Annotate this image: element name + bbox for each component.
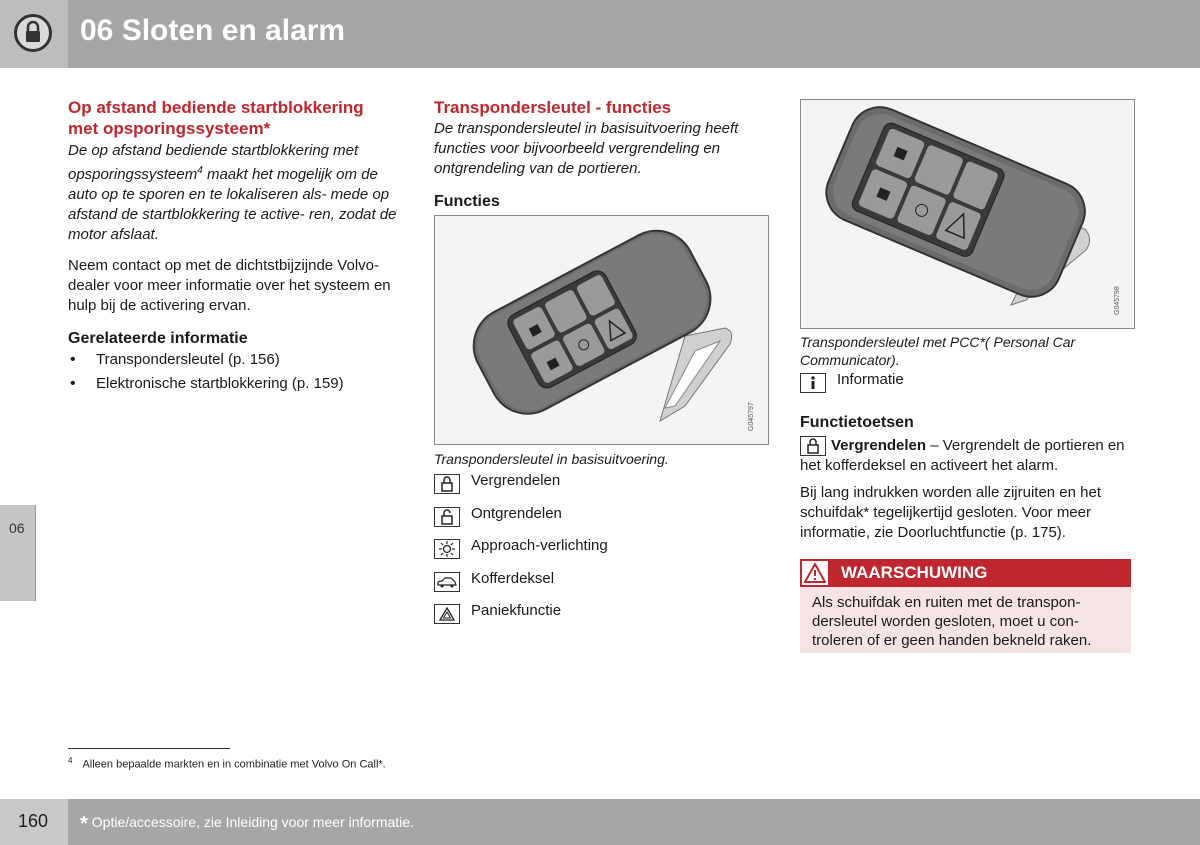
symbol-label: Ontgrendelen bbox=[471, 505, 562, 522]
page-number-box bbox=[0, 799, 68, 845]
footnote-divider bbox=[68, 748, 230, 749]
section-heading-key-functions: Transpondersleutel - functies bbox=[434, 98, 672, 117]
symbol-label: Paniekfunctie bbox=[471, 602, 562, 619]
basic-key-caption: Transpondersleutel in basisuitvoering. bbox=[434, 451, 669, 467]
intro-paragraph: De op afstand bediende startblokkering met opsporingssysteem$^4$ maakt het mogelijk om de auto op te sporen en te lokaliseren als- mede op afstand de startblokkering te active- ren, zodat de motor afslaat. bbox=[68, 142, 397, 243]
chapter-title: 06 Sloten en alarm bbox=[80, 14, 346, 47]
footer-note: * Optie/accessoire, zie Inleiding voor meer informatie. bbox=[80, 813, 414, 835]
warning-icon bbox=[802, 561, 828, 585]
related-link-transponder[interactable]: • Transpondersleutel (p. 156) bbox=[68, 350, 398, 370]
trunk-icon bbox=[434, 572, 460, 592]
key-intro-paragraph: De transpondersleutel in basisuitvoering heeft functies voor bijvoorbeeld vergrendeling en ontgrendeling van de portieren. bbox=[434, 120, 739, 177]
long-press-paragraph: Bij lang indrukken worden alle zijruiten en het schuifdak* tegelijkertijd gesloten. Voor meer informatie, zie Doorluchtfunctie (p. 175). bbox=[800, 484, 1102, 541]
figure-code: G045798 bbox=[1114, 286, 1121, 315]
basic-key-figure bbox=[434, 215, 769, 445]
symbol-label: Approach-verlichting bbox=[471, 537, 608, 554]
lock-open-icon bbox=[434, 507, 460, 527]
lock-icon bbox=[14, 14, 52, 52]
column-2 bbox=[434, 97, 774, 212]
warning-box bbox=[800, 559, 1131, 655]
pcc-key-caption: Transpondersleutel met PCC*( Personal Car Communicator). bbox=[800, 334, 1076, 368]
header-icon-box bbox=[0, 0, 68, 68]
symbol-label: Vergrendelen bbox=[471, 472, 561, 489]
info-icon bbox=[800, 373, 826, 393]
warning-header bbox=[800, 559, 1131, 587]
figure-code: G045797 bbox=[748, 402, 755, 431]
page-number: 160 bbox=[18, 811, 49, 831]
warning-title: WAARSCHUWING bbox=[841, 563, 988, 582]
basic-key-illustration bbox=[435, 216, 768, 444]
function-keys-heading: Functietoetsen bbox=[800, 414, 914, 431]
footnote-ref[interactable]: 4 bbox=[197, 165, 203, 176]
page-footer bbox=[0, 799, 1200, 845]
lock-closed-icon bbox=[434, 474, 460, 494]
related-heading: Gerelateerde informatie bbox=[68, 330, 248, 347]
symbol-label: Informatie bbox=[837, 371, 904, 388]
page-header bbox=[0, 0, 1200, 68]
side-tab-label: 06 bbox=[9, 520, 25, 536]
dealer-paragraph: Neem contact op met de dichtstbijzijnde Volvo-dealer voor meer informatie over het systeem en hulp bij de activering ervan. bbox=[68, 257, 391, 314]
functions-heading: Functies bbox=[434, 193, 500, 210]
lock-closed-icon bbox=[800, 436, 826, 456]
related-link-immobilizer[interactable]: • Elektronische startblokkering (p. 159) bbox=[68, 374, 398, 394]
footnote: $^4$ Alleen bepaalde markten en in combinatie met Volvo On Call*. bbox=[68, 756, 386, 771]
pcc-key-figure bbox=[800, 99, 1135, 329]
symbol-label: Kofferdeksel bbox=[471, 570, 555, 587]
column-1 bbox=[68, 97, 398, 394]
chapter-side-tab bbox=[0, 505, 36, 601]
pcc-key-illustration bbox=[801, 100, 1134, 328]
panic-icon bbox=[434, 604, 460, 624]
column-3-text bbox=[800, 413, 1132, 543]
warning-text: Als schuifdak en ruiten met de transpon- dersleutel worden gesloten, moet u con- troleren of er geen handen bekneld raken. bbox=[800, 587, 1131, 653]
section-heading-remote-immobilizer: Op afstand bediende startblokkering met opsporingssysteem* bbox=[68, 98, 364, 138]
lock-function-paragraph: Vergrendelen – Vergrendelt de portieren en het kofferdeksel en activeert het alarm. bbox=[800, 437, 1125, 474]
approach-light-icon bbox=[434, 539, 460, 559]
